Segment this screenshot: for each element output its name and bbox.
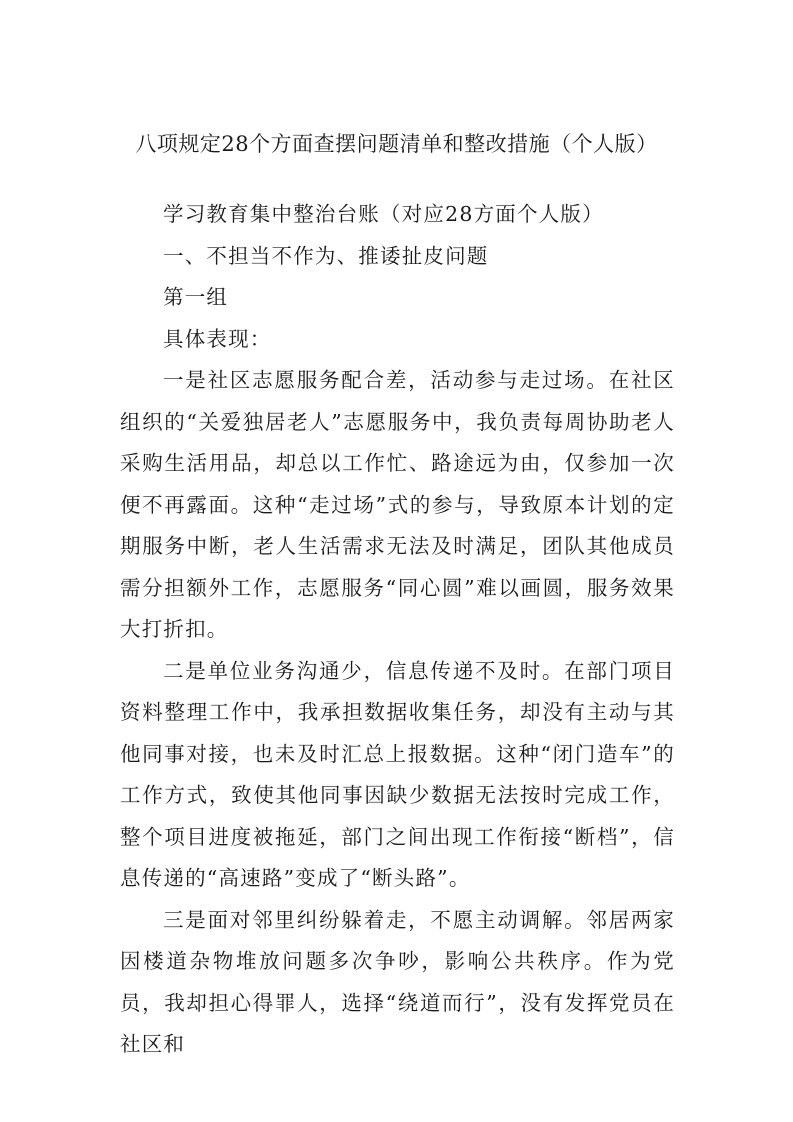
- paragraph-2: 二是单位业务沟通少，信息传递不及时。在部门项目资料整理工作中，我承担数据收集任务，却没有主动与其他同事对接，也未及时汇总上报数据。这种“闭门造车”的工作方式，致使其他同事因缺少数据无法按时完成工作，整个项目进度被拖延，部门之间出现工作衔接“断档”，信息传递的“高速路”变成了“断头路”。: [120, 658, 675, 890]
- manifestations-label: 具体表现：: [163, 326, 272, 351]
- document-title: 八项规定28个方面查摆问题清单和整改措施（个人版）: [135, 132, 658, 156]
- document-body: [120, 194, 675, 1066]
- document-subtitle: 学习教育集中整治台账（对应28方面个人版）: [163, 202, 604, 226]
- paragraph-3: 三是面对邻里纠纷躲着走，不愿主动调解。邻居两家因楼道杂物堆放问题多次争吵，影响公共秩序。作为党员，我却担心得罪人，选择“绕道而行”，没有发挥党员在社区和: [120, 907, 675, 1056]
- group-label: 第一组: [163, 285, 229, 309]
- section-heading: 一、不担当不作为、推诿扯皮问题: [163, 243, 489, 268]
- paragraph-1: 一是社区志愿服务配合差，活动参与走过场。在社区组织的“关爱独居老人”志愿服务中，我负责每周协助老人采购生活用品，却总以工作忙、路途远为由，仅参加一次便不再露面。这种“走过场”式的参与，导致原本计划的定期服务中断，老人生活需求无法及时满足，团队其他成员需分担额外工作，志愿服务“同心圆”难以画圆，服务效果大打折扣。: [120, 368, 675, 641]
